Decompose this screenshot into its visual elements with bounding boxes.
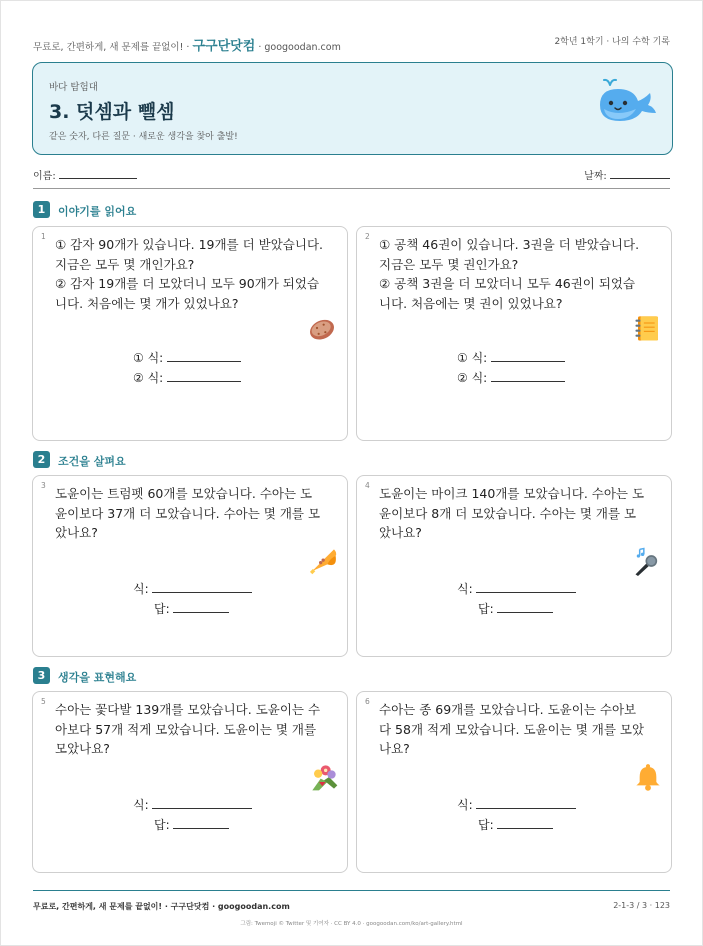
section-title: 조건을 살펴요	[58, 455, 126, 468]
answer-label: 식:	[133, 582, 149, 596]
problem-line: 니다. 처음에는 몇 개가 있었나요?	[55, 295, 239, 311]
section-number: 1	[33, 201, 50, 218]
page-title: 3. 덧셈과 뺄셈	[49, 101, 175, 123]
answer-label: 식:	[133, 798, 149, 812]
header-course: 2학년 1학기 · 나의 수학 기록	[554, 37, 670, 47]
date-field[interactable]	[584, 167, 670, 182]
potato-icon	[307, 313, 337, 343]
problem-card-6	[356, 691, 672, 873]
problem-line: 도윤이는 마이크 140개를 모았습니다. 수아는 도	[379, 486, 645, 501]
page-header	[33, 31, 670, 54]
answer-line[interactable]	[154, 600, 229, 617]
problem-card-5	[32, 691, 348, 873]
answer-blank[interactable]	[152, 798, 252, 809]
section-number: 2	[33, 451, 50, 468]
answer-blank[interactable]	[167, 351, 241, 362]
problem-line: 도윤이는 트럼펫 60개를 모았습니다. 수아는 도	[55, 486, 313, 501]
answer-label: ① 식:	[133, 351, 164, 365]
problem-number: 6	[365, 697, 370, 706]
answer-label: ① 식:	[457, 351, 488, 365]
equation-line[interactable]	[133, 580, 252, 597]
problem-line: 윤이보다 37개 더 모았습니다. 수아는 몇 개를 모	[55, 505, 321, 521]
problem-number: 4	[365, 481, 370, 490]
answer-line[interactable]	[154, 816, 229, 833]
problem-text	[55, 484, 337, 543]
problem-line: 지금은 모두 몇 권인가요?	[379, 256, 519, 272]
answer-blank[interactable]	[497, 602, 553, 613]
problem-line: 모았나요?	[55, 741, 110, 756]
equation-line[interactable]	[133, 796, 252, 813]
equation-line-2[interactable]	[457, 369, 565, 386]
problem-line: 니다. 처음에는 몇 권이 있었나요?	[379, 295, 563, 311]
image-credit: 그림: Twemoji © Twitter 및 기여자 · CC BY 4.0 · googoodan.com/ko/art-gallery.html	[240, 921, 463, 927]
problem-line: 나요?	[379, 741, 410, 756]
section-number: 3	[33, 667, 50, 684]
equation-line[interactable]	[457, 580, 576, 597]
banner-subtitle: 같은 숫자, 다른 질문 · 새로운 생각을 찾아 출발!	[49, 132, 238, 142]
answer-label: 식:	[457, 582, 473, 596]
header-domain: · googoodan.com	[258, 42, 341, 53]
problem-line: ② 감자 19개를 더 모았더니 모두 90개가 되었습	[55, 276, 320, 291]
title-banner	[32, 62, 673, 155]
answer-label: ② 식:	[457, 371, 488, 385]
header-tagline: 무료로, 간편하게, 새 문제를 끝없이! ·	[33, 42, 190, 53]
problem-line: 아보다 57개 적게 모았습니다. 도윤이는 몇 개를	[55, 721, 317, 737]
equation-line-1[interactable]	[133, 349, 241, 366]
notebook-icon	[633, 313, 663, 343]
footer-page-code: 2-1-3 / 3 · 123	[613, 901, 670, 910]
problem-text	[55, 235, 337, 313]
answer-blank[interactable]	[491, 351, 565, 362]
problem-number: 1	[41, 232, 46, 241]
answer-blank[interactable]	[173, 818, 229, 829]
answer-label: 답:	[154, 818, 170, 832]
answer-line[interactable]	[478, 816, 553, 833]
problem-line: 았나요?	[55, 525, 98, 540]
bell-icon	[633, 762, 663, 792]
problem-number: 5	[41, 697, 46, 706]
problem-line: 수아는 꽃다발 139개를 모았습니다. 도윤이는 수	[55, 702, 321, 717]
problem-text	[379, 484, 661, 543]
problem-line: 다 58개 적게 모았습니다. 도윤이는 몇 개를 모았	[379, 721, 645, 737]
footer-tagline: 무료로, 간편하게, 새 문제를 끝없이! · 구구단닷컴 · googoodan.com	[33, 902, 290, 911]
answer-label: 식:	[457, 798, 473, 812]
answer-blank[interactable]	[497, 818, 553, 829]
equation-line-2[interactable]	[133, 369, 241, 386]
answer-label: 답:	[154, 602, 170, 616]
problem-line: 았나요?	[379, 525, 422, 540]
problem-line: 지금은 모두 몇 개인가요?	[55, 256, 195, 272]
microphone-icon	[633, 546, 663, 576]
problem-line: ② 공책 3권을 더 모았더니 모두 46권이 되었습	[379, 276, 636, 291]
answer-blank[interactable]	[152, 582, 252, 593]
name-blank[interactable]	[59, 168, 137, 179]
problem-number: 3	[41, 481, 46, 490]
problem-line: 윤이보다 8개 더 모았습니다. 수아는 몇 개를 모	[379, 505, 637, 521]
section-title: 생각을 표현해요	[58, 671, 137, 684]
header-tagline-group	[33, 35, 341, 54]
problem-card-1	[32, 226, 348, 441]
name-field[interactable]	[33, 167, 137, 182]
answer-blank[interactable]	[167, 371, 241, 382]
student-info-row	[33, 167, 670, 185]
answer-label: 답:	[478, 602, 494, 616]
problem-text	[379, 235, 661, 313]
problem-line: ① 공책 46권이 있습니다. 3권을 더 받았습니다.	[379, 237, 640, 252]
answer-label: ② 식:	[133, 371, 164, 385]
name-label: 이름:	[33, 171, 56, 182]
problem-card-2	[356, 226, 672, 441]
trumpet-icon	[309, 546, 339, 576]
problem-line: ① 감자 90개가 있습니다. 19개를 더 받았습니다.	[55, 237, 324, 252]
problem-card-3	[32, 475, 348, 657]
problem-line: 수아는 종 69개를 모았습니다. 도윤이는 수아보	[379, 702, 637, 717]
problem-card-4	[356, 475, 672, 657]
header-brand: 구구단닷컴	[192, 39, 256, 54]
answer-line[interactable]	[478, 600, 553, 617]
problem-text	[55, 700, 337, 759]
date-blank[interactable]	[610, 168, 670, 179]
answer-label: 답:	[478, 818, 494, 832]
equation-line-1[interactable]	[457, 349, 565, 366]
answer-blank[interactable]	[491, 371, 565, 382]
answer-blank[interactable]	[173, 602, 229, 613]
divider	[33, 188, 670, 189]
answer-blank[interactable]	[476, 582, 576, 593]
section-title: 이야기를 읽어요	[58, 205, 137, 218]
bouquet-icon	[309, 762, 339, 792]
footer-divider	[33, 890, 670, 891]
whale-icon	[596, 77, 658, 127]
problem-number: 2	[365, 232, 370, 241]
equation-line[interactable]	[457, 796, 576, 813]
date-label: 날짜:	[584, 171, 607, 182]
problem-text	[379, 700, 661, 759]
banner-kicker: 바다 탐험대	[49, 82, 98, 93]
answer-blank[interactable]	[476, 798, 576, 809]
